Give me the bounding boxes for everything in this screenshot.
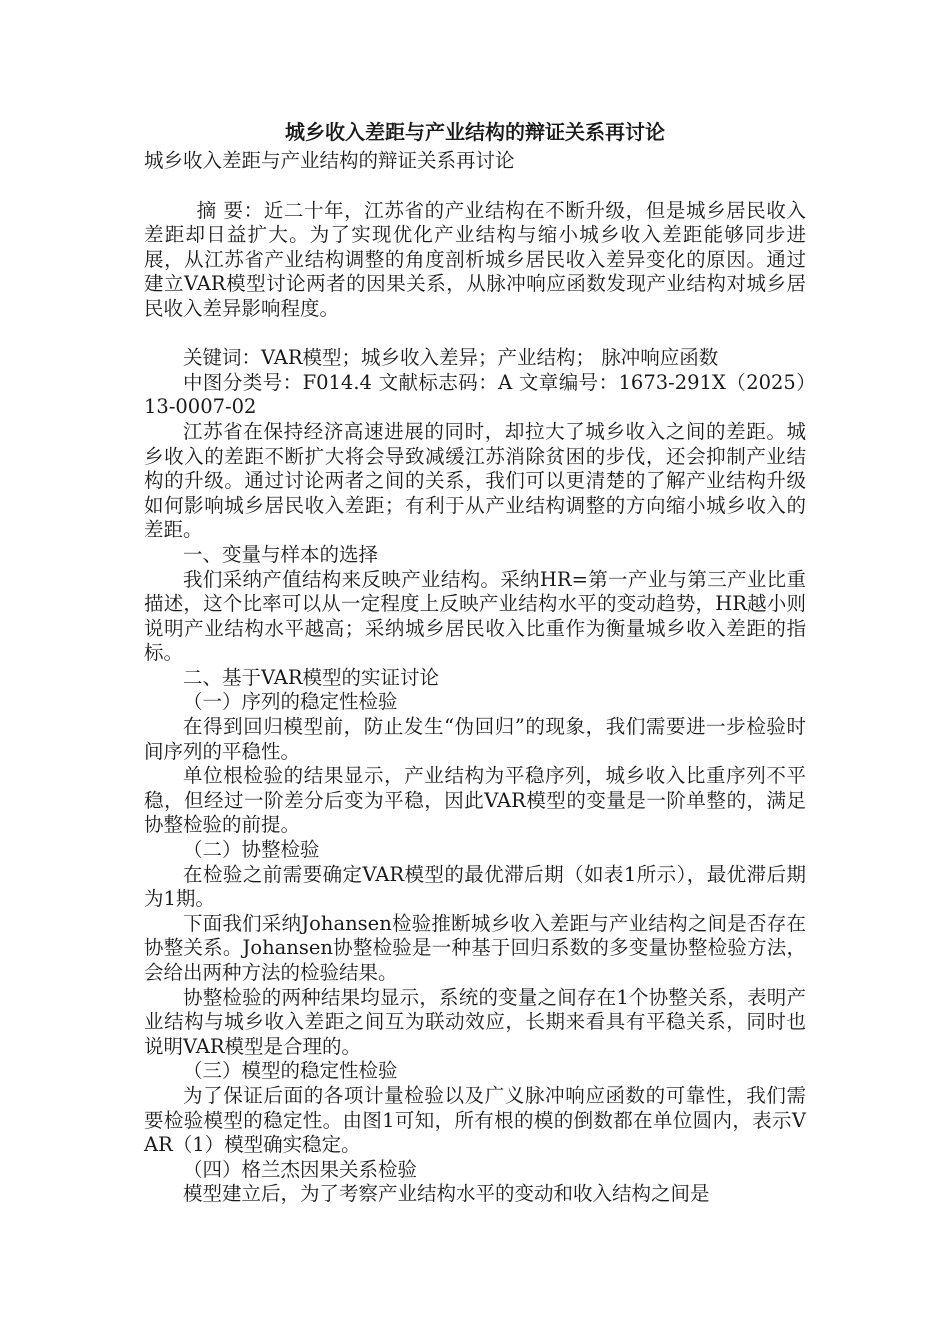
sub4-paragraph: 模型建立后，为了考察产业结构水平的变动和收入结构之间是 bbox=[183, 1182, 710, 1206]
subsection-heading-2: （二）协整检验 bbox=[183, 838, 320, 862]
subsection-heading-1: （一）序列的稳定性检验 bbox=[183, 690, 398, 714]
document-page bbox=[144, 118, 806, 1207]
spacer bbox=[144, 174, 806, 199]
subsection-heading-4: （四）格兰杰因果关系检验 bbox=[183, 1157, 418, 1181]
keywords-line: 关键词：VAR模型；城乡收入差异；产业结构； 脉冲响应函数 bbox=[183, 346, 719, 370]
subsection-heading-3: （三）模型的稳定性检验 bbox=[183, 1059, 398, 1083]
sub2-paragraph-3: 协整检验的两种结果均显示，系统的变量之间存在1个协整关系，表明产业结构与城乡收入差距之间互为联动效应，长期来看具有平稳关系，同时也说明VAR模型是合理的。 bbox=[144, 985, 806, 1058]
spacer bbox=[144, 322, 806, 347]
section-heading-1: 一、变量与样本的选择 bbox=[183, 542, 379, 566]
document-title: 城乡收入差距与产业结构的辩证关系再讨论 bbox=[285, 120, 665, 144]
document-subtitle: 城乡收入差距与产业结构的辩证关系再讨论 bbox=[144, 149, 515, 172]
abstract-paragraph: 摘 要：近二十年，江苏省的产业结构在不断升级，但是城乡居民收入差距却日益扩大。为了实现优化产业结构与缩小城乡收入差距能够同步进展，从江苏省产业结构调整的角度剖析城乡居民收入差异变化的原因。通过建立VAR模型讨论两者的因果关系，从脉冲响应函数发现产业结构对城乡居民收入差异影响程度。 bbox=[144, 198, 806, 320]
section-heading-2: 二、基于VAR模型的实证讨论 bbox=[183, 665, 440, 689]
classification-line: 中图分类号：F014.4 文献标志码：A 文章编号：1673-291X（2025）13-0007-02 bbox=[144, 370, 806, 419]
sub2-paragraph-2: 下面我们采纳Johansen检验推断城乡收入差距与产业结构之间是否存在协整关系。Johansen协整检验是一种基于回归系数的多变量协整检验方法，会给出两种方法的检验结果。 bbox=[144, 911, 806, 984]
sub1-paragraph-2: 单位根检验的结果显示，产业结构为平稳序列，城乡收入比重序列不平稳，但经过一阶差分后变为平稳，因此VAR模型的变量是一阶单整的，满足协整检验的前提。 bbox=[144, 764, 806, 837]
sub2-paragraph-1: 在检验之前需要确定VAR模型的最优滞后期（如表1所示），最优滞后期为1期。 bbox=[144, 862, 806, 911]
intro-paragraph: 江苏省在保持经济高速进展的同时，却拉大了城乡收入之间的差距。城乡收入的差距不断扩大将会导致减缓江苏消除贫困的步伐，还会抑制产业结构的升级。通过讨论两者之间的关系，我们可以更清楚的了解产业结构升级如何影响城乡居民收入差距；有利于从产业结构调整的方向缩小城乡收入的差距。 bbox=[144, 419, 806, 542]
section1-paragraph: 我们采纳产值结构来反映产业结构。采纳HR=第一产业与第三产业比重描述，这个比率可以从一定程度上反映产业结构水平的变动趋势，HR越小则说明产业结构水平越高；采纳城乡居民收入比重作为衡量城乡收入差距的指标。 bbox=[144, 567, 806, 665]
sub3-paragraph: 为了保证后面的各项计量检验以及广义脉冲响应函数的可靠性，我们需要检验模型的稳定性。由图1可知，所有根的模的倒数都在单位圆内，表示VAR（1）模型确实稳定。 bbox=[144, 1083, 806, 1157]
sub1-paragraph-1: 在得到回归模型前，防止发生“伪回归”的现象，我们需要进一步检验时间序列的平稳性。 bbox=[144, 715, 806, 763]
